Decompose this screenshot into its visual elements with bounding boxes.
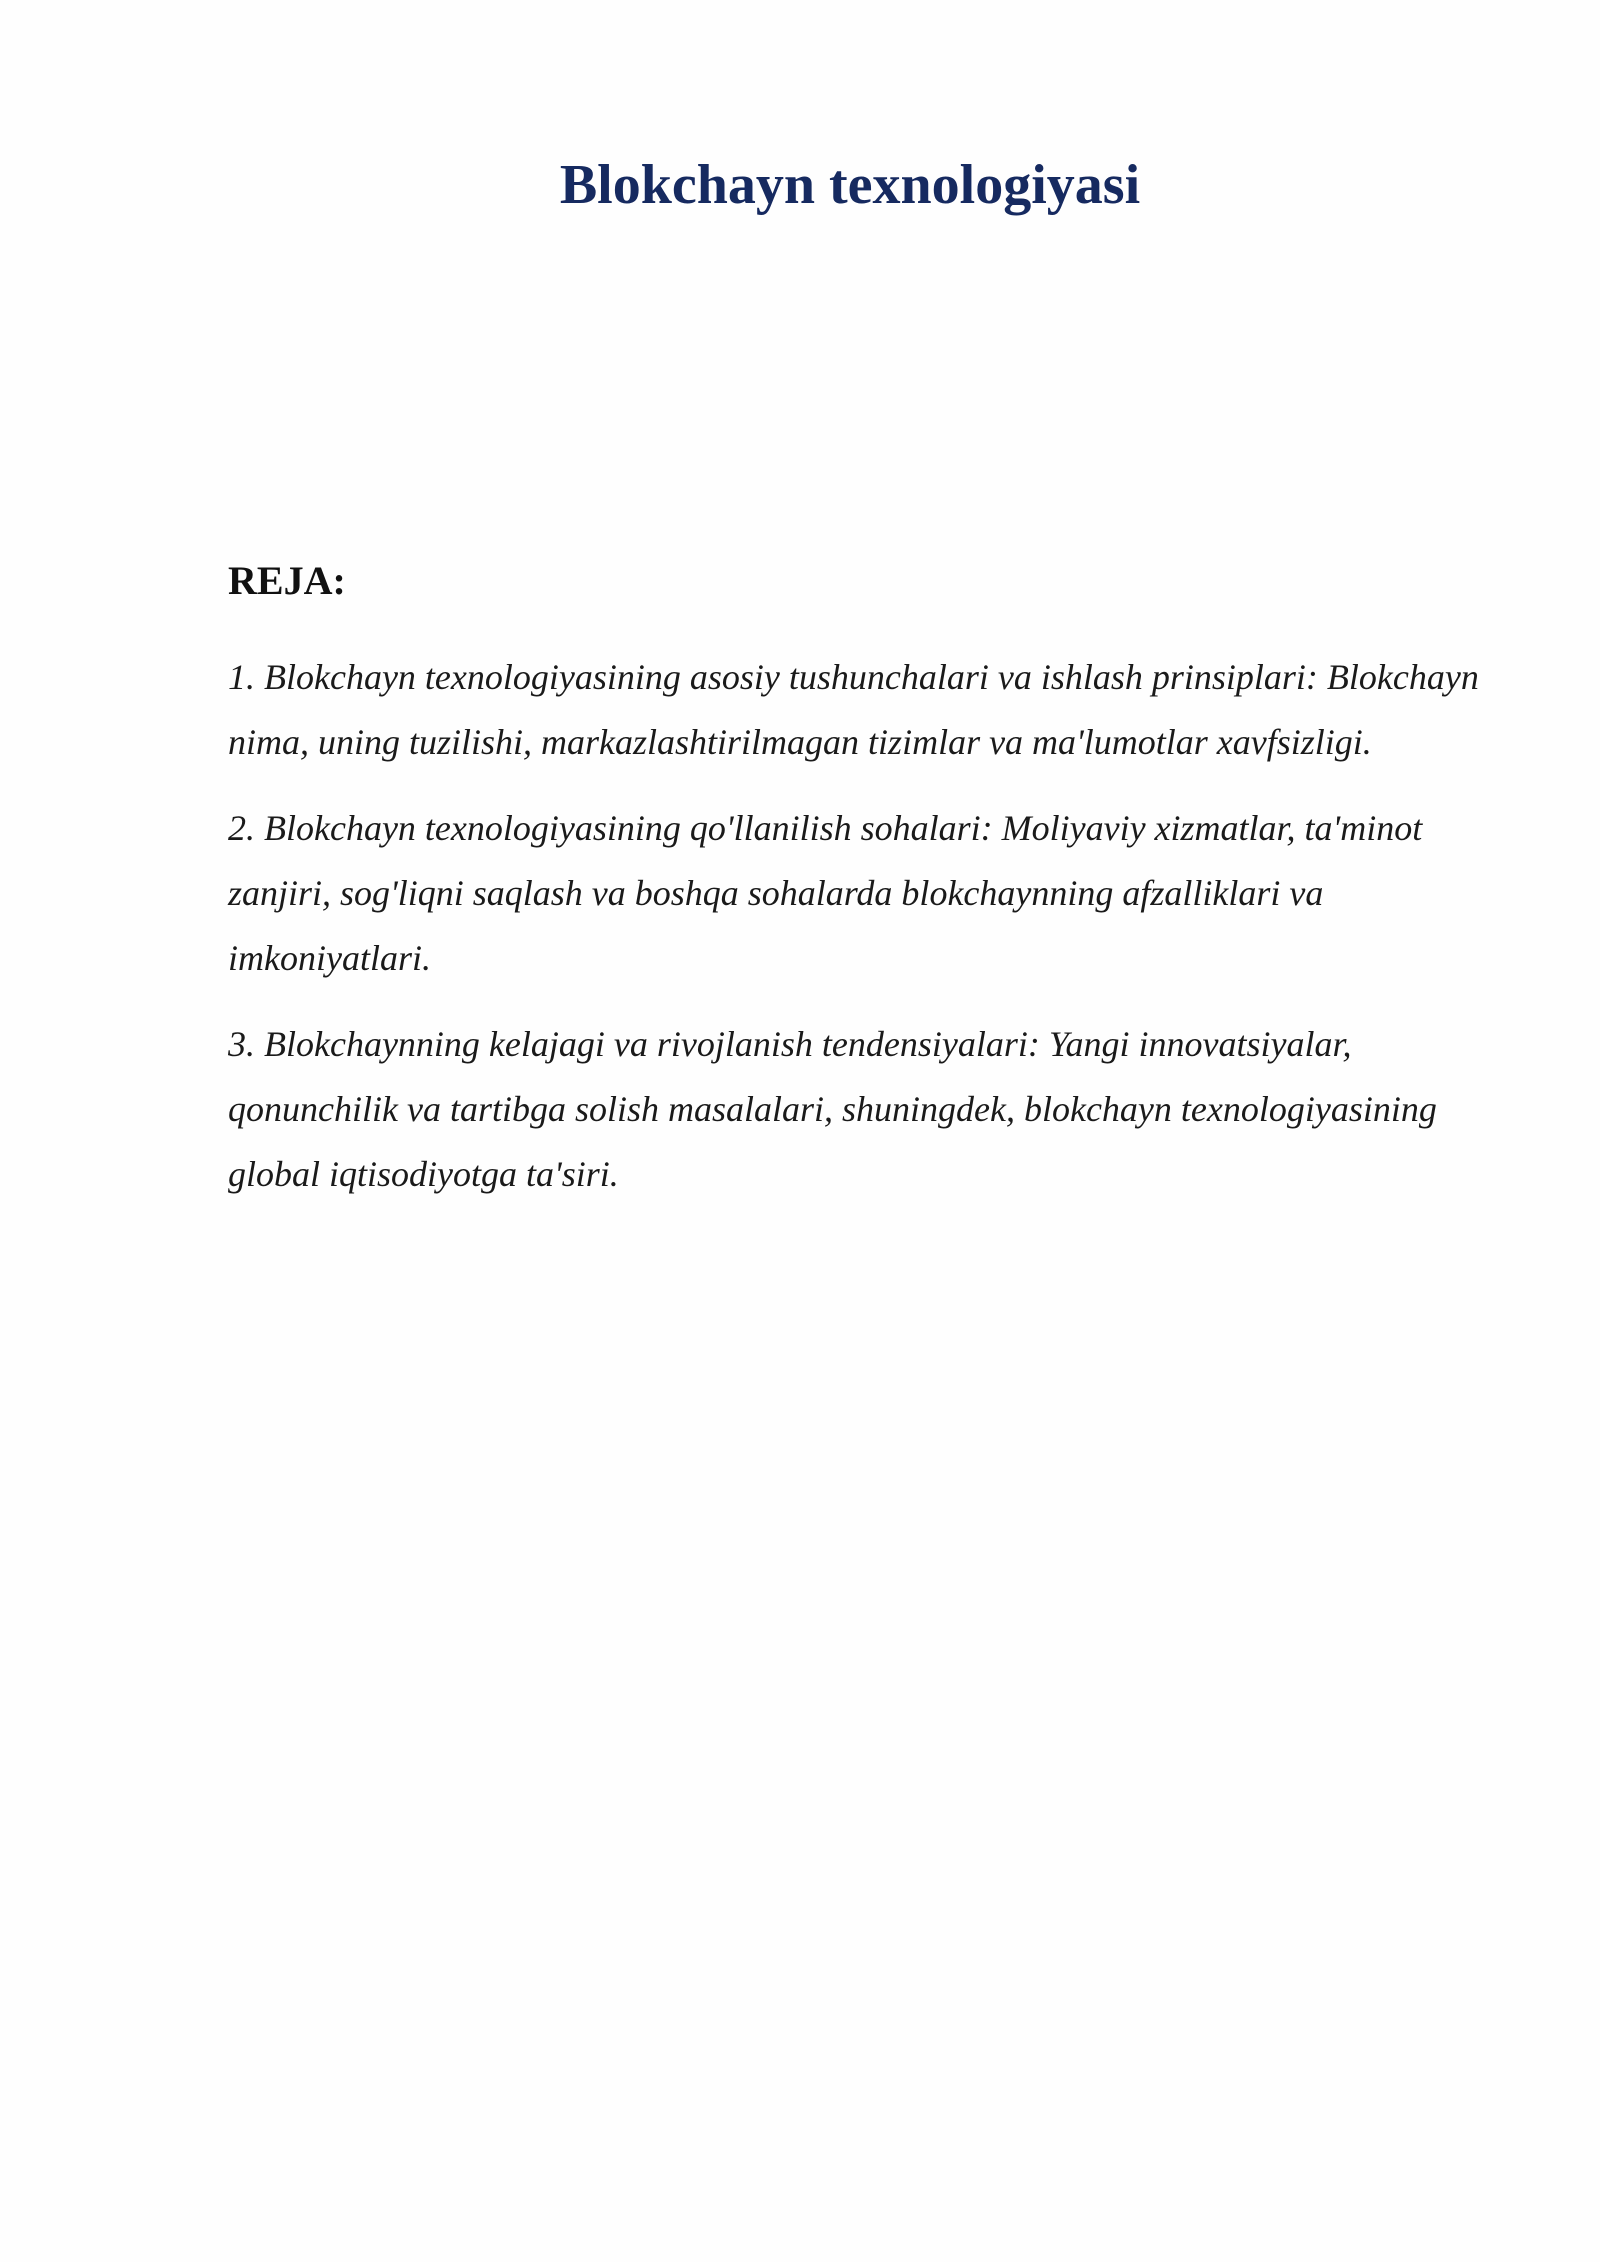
plan-list [228,645,1488,1228]
plan-item-1: 1. Blokchayn texnologiyasining asosiy tushunchalari va ishlash prinsiplari: Blokchayn nima, uning tuzilishi, markazlashtirilmagan tizimlar va ma'lumotlar xavfsizligi. [228,657,1479,762]
plan-heading: REJA: [228,558,346,603]
plan-item-2: 2. Blokchayn texnologiyasining qo'llanilish sohalari: Moliyaviy xizmatlar, ta'minot zanjiri, sog'liqni saqlash va boshqa sohalarda blokchaynning afzalliklari va imkoniyatlari. [228,808,1423,978]
plan-item-3: 3. Blokchaynning kelajagi va rivojlanish tendensiyalari: Yangi innovatsiyalar, qonunchilik va tartibga solish masalalari, shuningdek, blokchayn texnologiyasining global iqtisodiyotga ta'siri. [228,1024,1437,1194]
document-title: Blokchayn texnologiyasi [559,154,1141,216]
